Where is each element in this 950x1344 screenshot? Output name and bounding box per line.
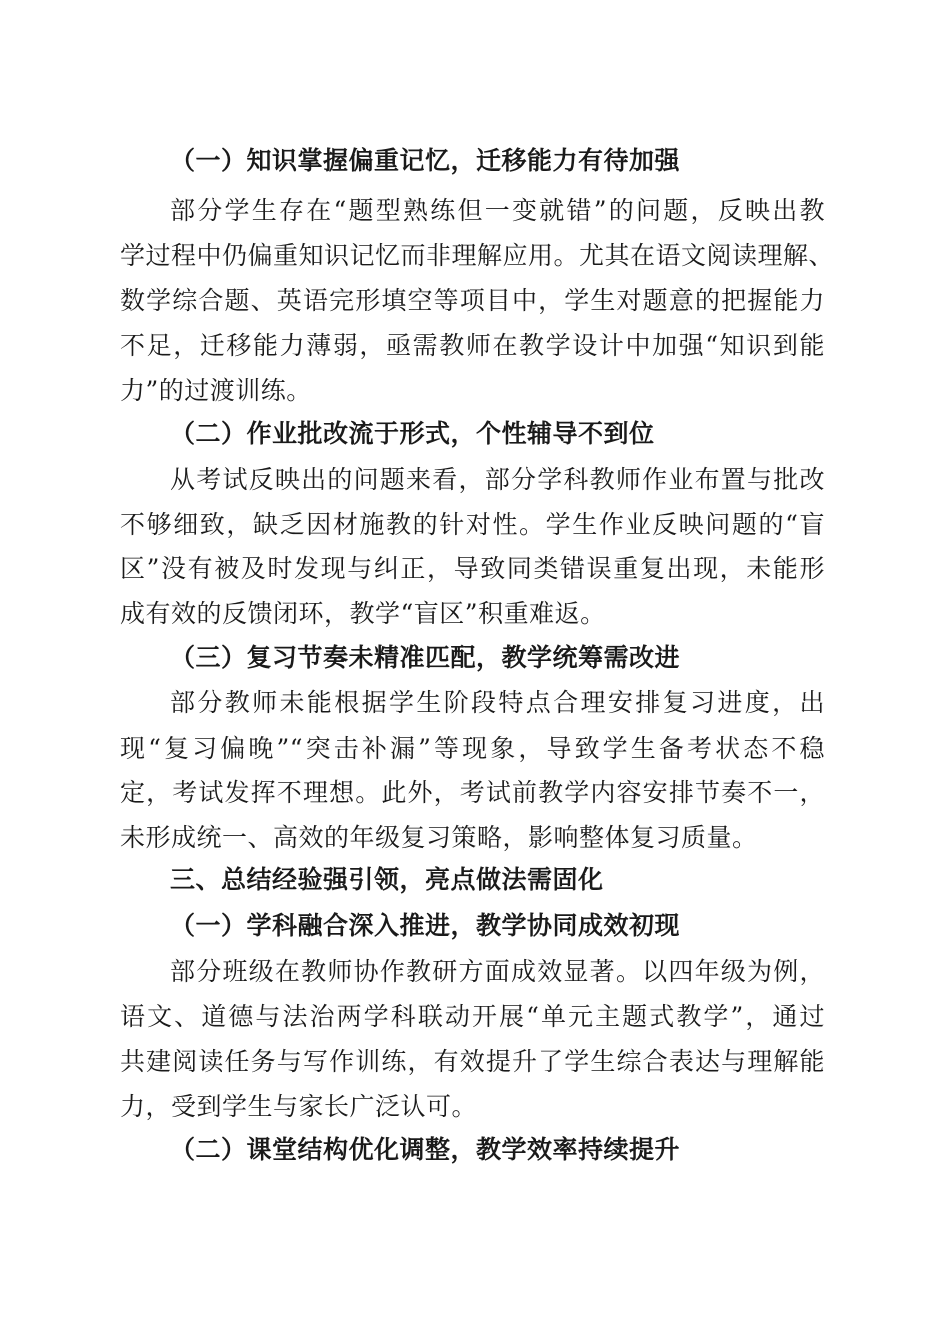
paragraph-line: 部分学生存在“题型熟练但一变就错”的问题，反映出教 xyxy=(170,196,825,225)
paragraph-line: 成有效的反馈闭环，教学“盲区”积重难返。 xyxy=(120,599,606,628)
part-heading-summary: 三、总结经验强引领，亮点做法需固化 xyxy=(170,865,604,894)
section-heading-homework: （二）作业批改流于形式，个性辅导不到位 xyxy=(170,419,655,448)
paragraph-line: 力，受到学生与家长广泛认可。 xyxy=(120,1092,478,1121)
paragraph-line: 语文、道德与法治两学科联动开展“单元主题式教学”，通过 xyxy=(120,1002,825,1031)
section-heading-knowledge: （一）知识掌握偏重记忆，迁移能力有待加强 xyxy=(170,146,681,175)
paragraph-line: 从考试反映出的问题来看，部分学科教师作业布置与批改 xyxy=(170,465,825,494)
paragraph-line: 共建阅读任务与写作训练，有效提升了学生综合表达与理解能 xyxy=(120,1047,825,1076)
section-heading-review: （三）复习节奏未精准匹配，教学统筹需改进 xyxy=(170,643,681,672)
paragraph-line: 数学综合题、英语完形填空等项目中，学生对题意的把握能力 xyxy=(120,286,825,315)
paragraph-line: 部分教师未能根据学生阶段特点合理安排复习进度，出 xyxy=(170,688,825,717)
paragraph-line: 现“复习偏晚”“突击补漏”等现象，导致学生备考状态不稳 xyxy=(120,734,825,763)
paragraph-line: 定，考试发挥不理想。此外，考试前教学内容安排节奏不一， xyxy=(120,778,825,807)
section-heading-classroom: （二）课堂结构优化调整，教学效率持续提升 xyxy=(170,1135,681,1164)
section-heading-integration: （一）学科融合深入推进，教学协同成效初现 xyxy=(170,911,681,940)
paragraph-line: 部分班级在教师协作教研方面成效显著。以四年级为例， xyxy=(170,957,825,986)
paragraph-line: 力”的过渡训练。 xyxy=(120,376,312,405)
paragraph-line: 学过程中仍偏重知识记忆而非理解应用。尤其在语文阅读理解、 xyxy=(120,241,835,270)
paragraph-line: 不足，迁移能力薄弱，亟需教师在教学设计中加强“知识到能 xyxy=(120,331,825,360)
paragraph-line: 不够细致，缺乏因材施教的针对性。学生作业反映问题的“盲 xyxy=(120,510,825,539)
paragraph-line: 未形成统一、高效的年级复习策略，影响整体复习质量。 xyxy=(120,823,758,852)
paragraph-line: 区”没有被及时发现与纠正，导致同类错误重复出现，未能形 xyxy=(120,554,825,583)
